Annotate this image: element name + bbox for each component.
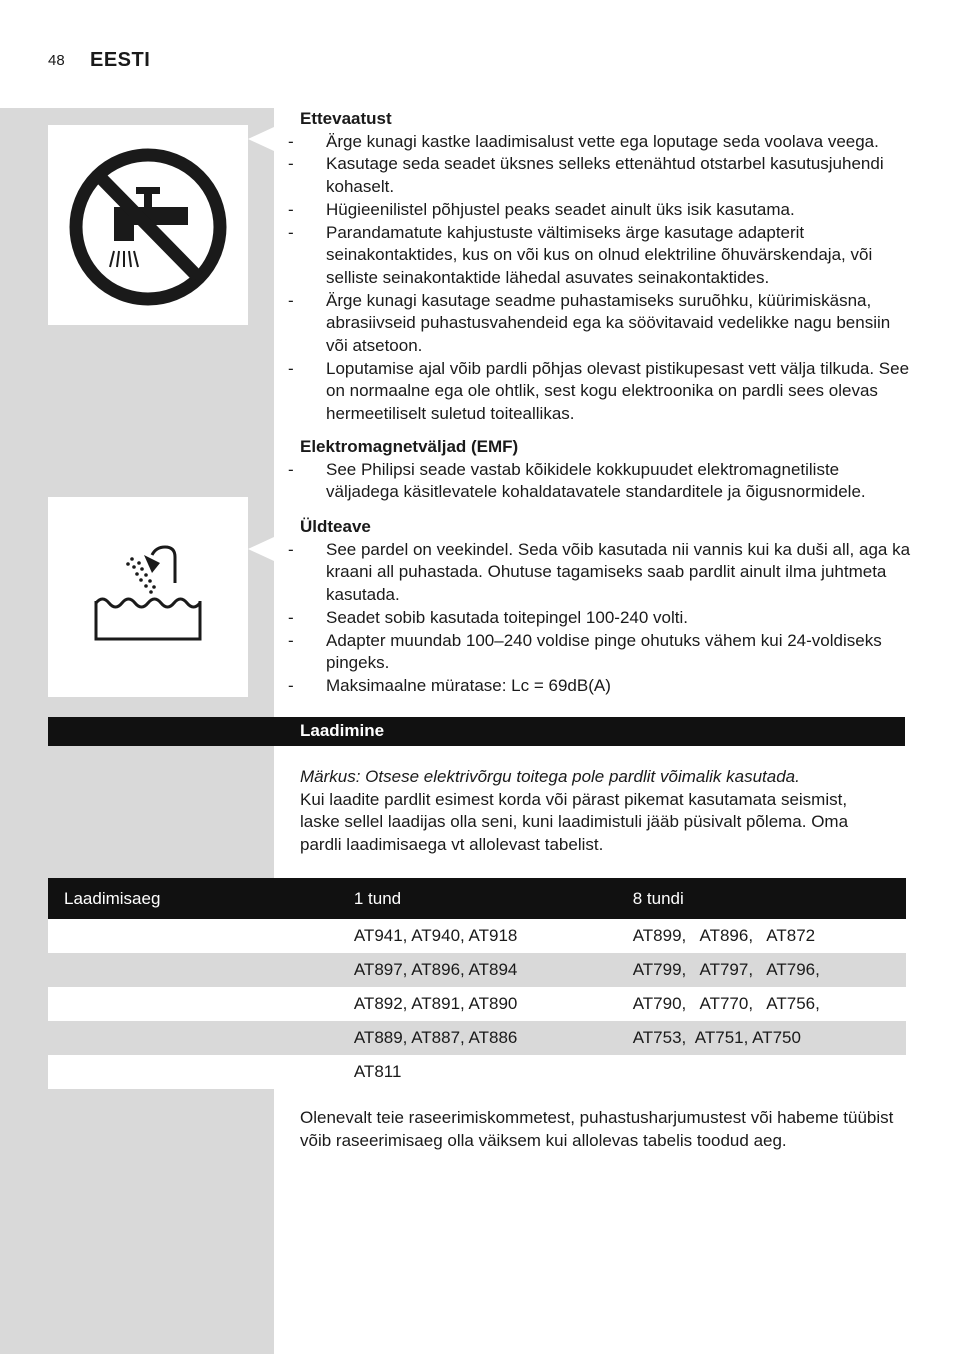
table-row — [48, 987, 906, 1021]
laadimine-heading-bar — [48, 717, 905, 746]
table-cell: AT811 — [354, 1055, 633, 1089]
table-cell: AT790, AT770, AT756, — [633, 987, 906, 1021]
list-item: - Maksimaalne müratase: Lc = 69dB(A) — [294, 675, 912, 698]
list-item: - Ärge kunagi kastke laadimisalust vette ega loputage seda voolava veega. — [294, 131, 912, 154]
uldteave-list — [300, 539, 912, 698]
no-water-tap-icon — [48, 125, 248, 325]
list-item: - Hügieenilistel põhjustel peaks seadet ainult üks isik kasutama. — [294, 199, 912, 222]
table-cell — [633, 1055, 906, 1089]
table-row — [48, 1021, 906, 1055]
section-language-title: EESTI — [90, 49, 151, 71]
list-item: - Kasutage seda seadet üksnes selleks ettenähtud otstarbel kasutusjuhendi kohaselt. — [294, 153, 912, 198]
table-row — [48, 919, 906, 953]
table-cell: AT899, AT896, AT872 — [633, 919, 906, 953]
table-header-row — [48, 878, 906, 919]
shaving-time-note: Olenevalt teie raseerimiskommetest, puhastusharjumustest või habeme tüübist võib raseerimisaeg olla väiksem kui allolevas tabelis toodud aeg. — [300, 1108, 894, 1150]
list-item: - Parandamatute kahjustuste vältimiseks ärge kasutage adapterit seinakontaktides, kus on või kus on olnud elektriline õhuvärskendaja, või selliste seinakontaktide lähedal asuvates seinakontaktides. — [294, 222, 912, 290]
table-cell — [48, 1055, 354, 1089]
laadimine-heading: Laadimine — [300, 721, 385, 740]
ettevaatust-list — [300, 131, 912, 426]
table-cell: AT753, AT751, AT750 — [633, 1021, 906, 1055]
shower-bath-icon-box — [48, 497, 248, 697]
table-row — [48, 1055, 906, 1089]
laadimine-note: Märkus: Otsese elektrivõrgu toitega pole pardlit võimalik kasutada. — [300, 767, 800, 786]
callout-pointer — [248, 537, 274, 561]
table-cell: AT799, AT797, AT796, — [633, 953, 906, 987]
table-row — [48, 953, 906, 987]
uldteave-heading: Üldteave — [300, 517, 371, 536]
ettevaatust-section — [300, 108, 912, 426]
table-header-cell: 8 tundi — [633, 878, 906, 919]
emf-list — [300, 459, 912, 504]
table-cell: AT892, AT891, AT890 — [354, 987, 633, 1021]
shower-bath-icon — [48, 497, 248, 697]
ettevaatust-heading: Ettevaatust — [300, 109, 392, 128]
table-cell — [48, 953, 354, 987]
charging-time-table — [48, 878, 906, 1089]
uldteave-section — [300, 516, 912, 698]
table-header-cell: Laadimisaeg — [48, 878, 354, 919]
list-item: - See pardel on veekindel. Seda võib kasutada nii vannis kui ka duši all, aga ka kraani all puhastada. Ohutuse tagamiseks saab pardlit ainult ilma juhtmeta kasutada. — [294, 539, 912, 607]
page-number: 48 — [48, 52, 65, 69]
table-cell: AT897, AT896, AT894 — [354, 953, 633, 987]
table-cell: AT941, AT940, AT918 — [354, 919, 633, 953]
table-header-cell: 1 tund — [354, 878, 633, 919]
table-cell — [48, 987, 354, 1021]
emf-section — [300, 436, 912, 504]
list-item: - Ärge kunagi kasutage seadme puhastamiseks suruõhku, küürimiskäsna, abrasiivseid puhastusvahendeid ega ka söövitavaid vedelikke nagu bensiin või atsetoon. — [294, 290, 912, 358]
laadimine-paragraph: Kui laadite pardlit esimest korda või pärast pikemat kasutamata seismist, laske sellel laadijas olla seni, kuni laadimistuli jääb püsivalt põlema. Oma pardli laadimisaega vt allolevast tabelist. — [300, 789, 849, 855]
emf-heading: Elektromagnetväljad (EMF) — [300, 437, 519, 456]
no-water-tap-icon-box — [48, 125, 248, 325]
laadimine-section — [300, 766, 860, 857]
list-item: - Adapter muundab 100–240 voldise pinge ohutuks vähem kui 24-voldiseks pingeks. — [294, 630, 912, 675]
list-item: - See Philipsi seade vastab kõikidele kokkupuudet elektromagnetiliste väljadega käsitlevatele kohaldatavatele standarditele ja õigusnormidele. — [294, 459, 912, 504]
list-item: - Loputamise ajal võib pardli põhjas olevast pistikupesast vett välja tilkuda. See on normaalne ega ole ohtlik, sest kogu elektroonika on pardli sees olevas hermeetiliselt suletud toiteallikas. — [294, 358, 912, 426]
callout-pointer — [248, 127, 274, 151]
table-cell — [48, 919, 354, 953]
list-item: - Seadet sobib kasutada toitepingel 100-240 volti. — [294, 607, 912, 630]
table-cell — [48, 1021, 354, 1055]
table-cell: AT889, AT887, AT886 — [354, 1021, 633, 1055]
